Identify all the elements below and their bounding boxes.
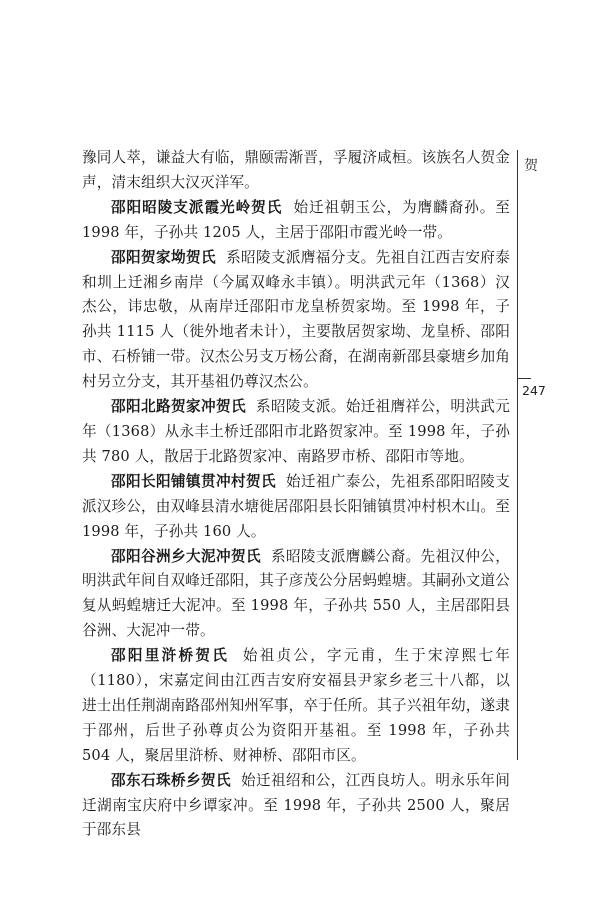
paragraph-6 [82, 644, 510, 769]
paragraph-body: 始祖贞公，字元甫，生于宋淳熙七年（1180），宋嘉定间由江西吉安府安福县尹家乡老三十八都，以进士出任荆湖南路邵州知州军事，卒于任所。其子兴祖年幼，遂隶于邵州，后世子孙尊贞公为资阳开基祖。至 1998 年，子孙共 504 人，聚居里浒桥、财神桥、邵阳市区。 [82, 647, 511, 764]
margin-rule [517, 150, 518, 760]
page-number-tick [517, 378, 531, 379]
running-head: 贺 [524, 158, 538, 174]
clan-heading: 邵阳谷洲乡大泥冲贺氏 [111, 547, 261, 565]
paragraph-7 [82, 769, 510, 844]
paragraph-2 [82, 246, 510, 395]
clan-heading: 邵阳贺家坳贺氏 [111, 248, 217, 266]
clan-heading: 邵阳长阳铺镇贯冲村贺氏 [111, 472, 276, 490]
paragraph-3 [82, 395, 510, 470]
clan-heading: 邵阳北路贺家冲贺氏 [111, 398, 247, 416]
paragraph-body: 始迁祖广泰公，先祖系邵阳昭陵支派汉珍公，由双峰县清水塘徙居邵阳县长阳铺镇贯冲村枳木山。至 1998 年，子孙共 160 人。 [82, 472, 511, 540]
paragraph-body: 始迁祖绍和公，江西良坊人。明永乐年间迁湖南宝庆府中乡谭家冲。至 1998 年，子孙共 2500 人，聚居于邵东县 [82, 771, 510, 839]
paragraph-body: 系昭陵支派膺麟公裔。先祖汉仲公，明洪武年间自双峰迁邵阳，其子彦茂公分居蚂蝗塘。其嗣孙文道公复从蚂蝗塘迁大泥冲。至 1998 年，子孙共 550 人，主居邵阳县谷洲、大泥冲一带。 [82, 547, 510, 640]
clan-heading: 邵阳里浒桥贺氏 [111, 647, 230, 665]
clan-heading: 邵东石珠桥乡贺氏 [111, 771, 232, 789]
paragraph-body: 系昭陵支派。始迁祖膺祥公，明洪武元年（1368）从永丰土桥迁邵阳市北路贺家冲。至 1998 年，子孙共 780 人，散居于北路贺家冲、南路罗市桥、邵阳市等地。 [82, 398, 510, 465]
page-number: 247 [522, 383, 546, 398]
paragraph-1 [82, 196, 510, 246]
paragraph-5 [82, 545, 510, 645]
paragraph-body: 始迁祖朝玉公，为膺麟裔孙。至 1998 年，子孙共 1205 人，主居于邵阳市霞光岭一带。 [82, 198, 510, 241]
body-text [82, 146, 510, 843]
paragraph-body: 豫同人萃，谦益大有临，鼎颐需渐晋，孚履济咸桓。该族名人贺金声，清末组织大汉灭洋军。 [82, 149, 510, 191]
paragraph-0 [82, 146, 510, 196]
paragraph-4 [82, 470, 510, 545]
clan-heading: 邵阳昭陵支派霞光岭贺氏 [111, 198, 283, 216]
paragraph-body: 系昭陵支派膺福分支。先祖自江西吉安府泰和圳上迁湘乡南岸（今属双峰永丰镇）。明洪武元年（1368）汉杰公，讳忠敬，从南岸迁邵阳市龙皇桥贺家坳。至 1998 年，子孙共 1115 人（徙外地者未计），主要散居贺家坳、龙皇桥、邵阳市、石桥铺一带。汉杰公另支万杨公裔，在湖南新邵县豪塘乡加角村另立分支，其开基祖仍尊汉杰公。 [82, 248, 511, 391]
